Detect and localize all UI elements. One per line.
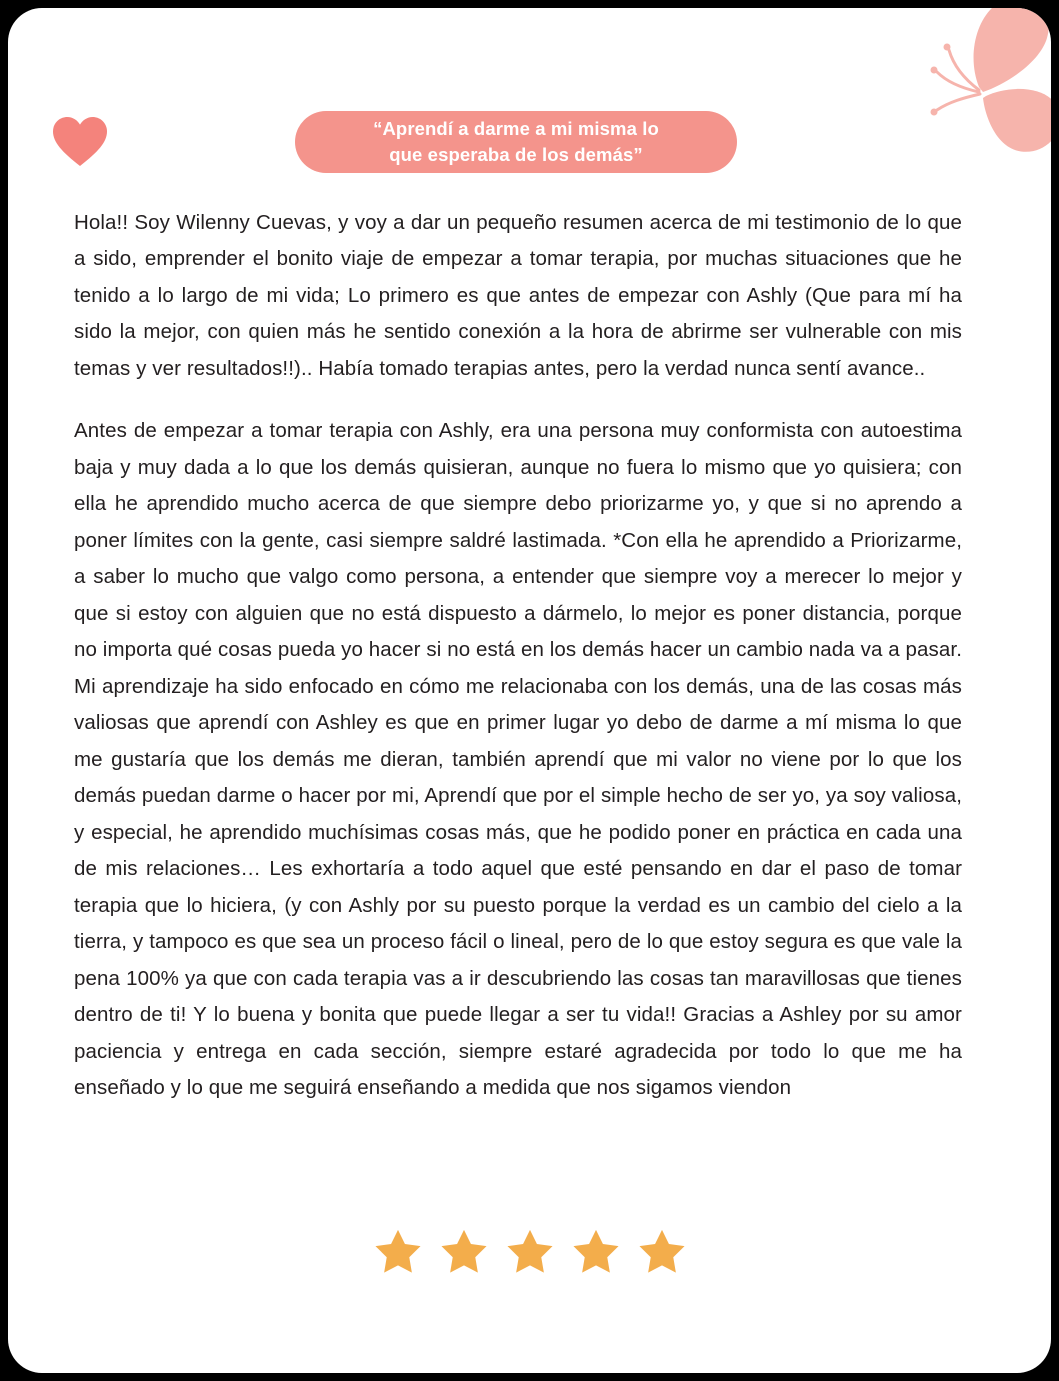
butterfly-icon	[887, 8, 1051, 167]
rating-stars	[8, 1226, 1051, 1278]
star-icon	[570, 1226, 622, 1278]
testimonial-body	[74, 205, 962, 1107]
star-icon	[636, 1226, 688, 1278]
testimonial-card	[8, 8, 1051, 1373]
quote-line-2: que esperaba de los demás”	[389, 144, 643, 165]
quote-line-1: “Aprendí a darme a mi misma lo	[373, 117, 659, 139]
star-icon	[372, 1226, 424, 1278]
star-icon	[438, 1226, 490, 1278]
star-icon	[504, 1226, 556, 1278]
paragraph-2: Antes de empezar a tomar terapia con Ashly, era una persona muy conformista con autoestima baja y muy dada a lo que los demás quisieran, aunque no fuera lo mismo que yo quisiera; con ella he aprendido mucho acerca de que siempre debo priorizarme yo, y que si no aprendo a poner límites con la gente, casi siempre saldré lastimada. *Con ella he aprendido a Priorizarme, a saber lo mucho que valgo como persona, a entender que siempre voy a merecer lo mejor y que si estoy con alguien que no está dispuesto a dármelo, lo mejor es poner distancia, porque no importa qué cosas pueda yo hacer si no está en los demás hacer un cambio nada va a pasar. Mi aprendizaje ha sido enfocado en cómo me relacionaba con los demás, una de las cosas más valiosas que aprendí con Ashley es que en primer lugar yo debo de darme a mí misma lo que me gustaría que los demás me dieran, también aprendí que mi valor no viene por lo que los demás puedan darme o hacer por mi, Aprendí que por el simple hecho de ser yo, ya soy valiosa, y especial, he aprendido muchísimas cosas más, que he podido poner en práctica en cada una de mis relaciones… Les exhortaría a todo aquel que esté pensando en dar el paso de tomar terapia que lo hiciera, (y con Ashly por su puesto porque la verdad es un cambio del cielo a la tierra, y tampoco es que sea un proceso fácil o lineal, pero de lo que estoy segura es que vale la pena 100% ya que con cada terapia vas a ir descubriendo las cosas tan maravillosas que tienes dentro de ti! Y lo buena y bonita que puede llegar a ser tu vida!! Gracias a Ashley por su amor paciencia y entrega en cada sección, siempre estaré agradecida por todo lo que me ha enseñado y lo que me seguirá enseñando a medida que nos sigamos viendon	[74, 419, 962, 1100]
quote-badge	[295, 111, 737, 173]
heart-icon	[52, 116, 108, 168]
paragraph-1: Hola!! Soy Wilenny Cuevas, y voy a dar un pequeño resumen acerca de mi testimonio de lo que a sido, emprender el bonito viaje de empezar a tomar terapia, por muchas situaciones que he tenido a lo largo de mi vida; Lo primero es que antes de empezar con Ashly (Que para mí ha sido la mejor, con quien más he sentido conexión a la hora de abrirme ser vulnerable con mis temas y ver resultados!!).. Había tomado terapias antes, pero la verdad nunca sentí avance..	[74, 211, 962, 380]
